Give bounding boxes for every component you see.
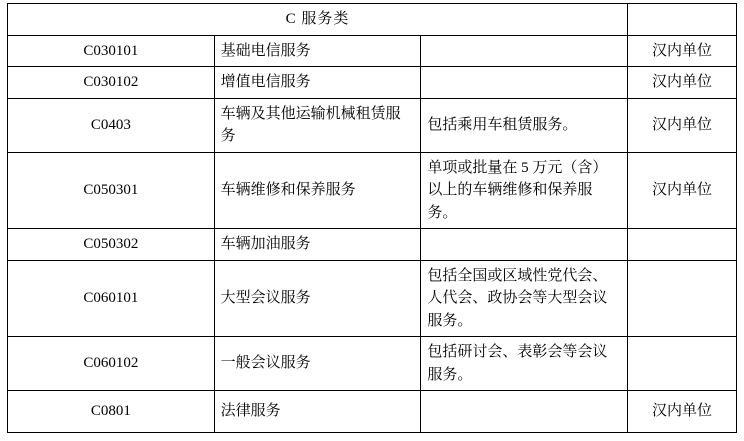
table-title: C 服务类 <box>8 4 628 36</box>
row-code: C0801 <box>8 391 215 433</box>
row-desc: 包括全国或区域性党代会、人代会、政协会等大型会议服务。 <box>421 260 628 337</box>
row-name: 车辆加油服务 <box>214 229 421 261</box>
table-title-row <box>8 4 737 36</box>
row-desc <box>421 229 628 261</box>
row-name: 法律服务 <box>214 391 421 433</box>
table-row <box>8 229 737 261</box>
row-unit <box>628 229 737 261</box>
row-unit: 汉内单位 <box>628 98 737 152</box>
row-code: C0403 <box>8 98 215 152</box>
row-name: 一般会议服务 <box>214 337 421 391</box>
row-code: C030102 <box>8 67 215 99</box>
row-unit: 汉内单位 <box>628 391 737 433</box>
row-name: 增值电信服务 <box>214 67 421 99</box>
row-name: 大型会议服务 <box>214 260 421 337</box>
row-unit <box>628 260 737 337</box>
service-category-table <box>7 3 737 433</box>
table-row <box>8 35 737 67</box>
row-desc: 包括研讨会、表彰会等会议服务。 <box>421 337 628 391</box>
table-row <box>8 260 737 337</box>
row-desc: 单项或批量在 5 万元（含）以上的车辆维修和保养服务。 <box>421 152 628 229</box>
row-unit: 汉内单位 <box>628 152 737 229</box>
row-name: 车辆及其他运输机械租赁服务 <box>214 98 421 152</box>
row-desc <box>421 35 628 67</box>
row-name: 车辆维修和保养服务 <box>214 152 421 229</box>
table-row <box>8 337 737 391</box>
table-title-unit-cell <box>628 4 737 36</box>
row-code: C060102 <box>8 337 215 391</box>
row-code: C060101 <box>8 260 215 337</box>
row-desc <box>421 67 628 99</box>
row-unit: 汉内单位 <box>628 35 737 67</box>
row-desc <box>421 391 628 433</box>
table-row <box>8 67 737 99</box>
table-row <box>8 391 737 433</box>
row-code: C030101 <box>8 35 215 67</box>
table-row <box>8 152 737 229</box>
row-unit: 汉内单位 <box>628 67 737 99</box>
row-unit <box>628 337 737 391</box>
row-code: C050302 <box>8 229 215 261</box>
table-row <box>8 98 737 152</box>
row-code: C050301 <box>8 152 215 229</box>
row-name: 基础电信服务 <box>214 35 421 67</box>
row-desc: 包括乘用车租赁服务。 <box>421 98 628 152</box>
